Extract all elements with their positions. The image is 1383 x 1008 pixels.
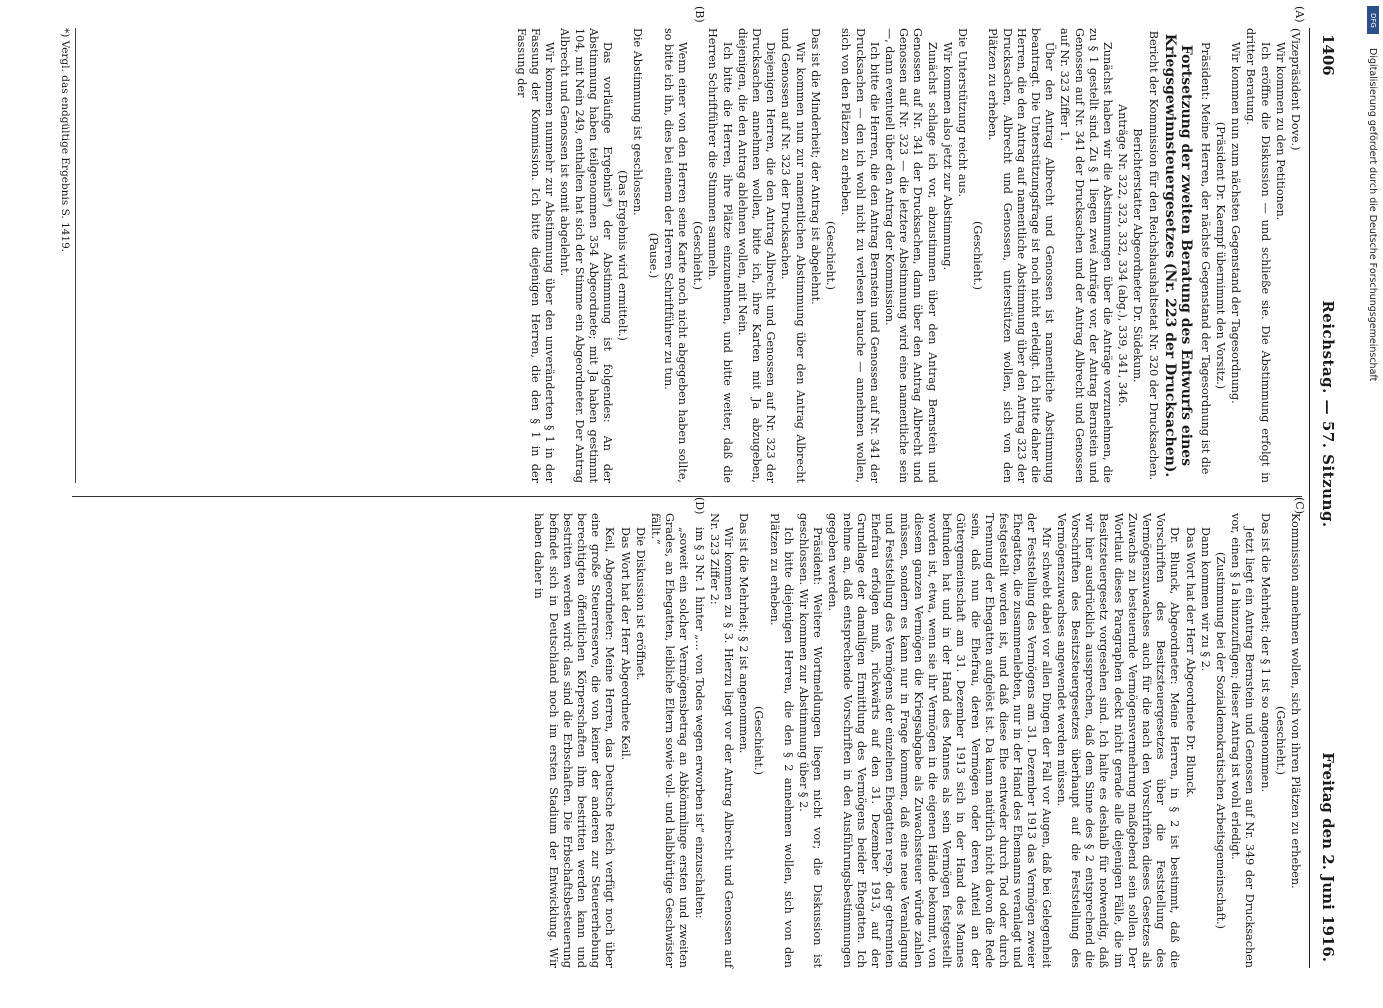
speech-paragraph: Präsident: Weitere Wortmeldungen liegen nicht vor; die Diskussion ist geschlossen. Wir kommen zur Abstimmung über § 2. [797,513,825,968]
paragraph: Zunächst haben wir die Abstimmungen über die Anträge vorzunehmen, die zu § 1 gestellt sind. Zu § 1 liegen zwei Anträge vor, der Antrag Bernstein und Genossen auf Nr. 341 der Drucksachen und der Antrag Albrecht und Genossen auf Nr. 323 Ziffer 1. [1058,28,1114,483]
right-column [530,513,1302,968]
speech-paragraph: Dr. Blunck, Abgeordneter: Meine Herren, in § 2 ist bestimmt, daß die Vorschriften des Besitzsteuergesetzes über die Feststellung des Vermögenszuwachses auch für die nach den Vorschriften dieses Gesetzes als Zuwachs zu besteuernde Vermögensvermehrung maßgebend sein sollen. Der Wortlaut dieses Paragraphen deckt nicht gerade alle diejenigen Fälle, die im Besitzsteuergesetz vorgesehen sind. Ich halte es deshalb für notwendig, daß wir hier ausdrücklich aussprechen, daß dem Sinne des § 2 entsprechend die Vorschriften des Besitzsteuergesetzes überhaupt auf die Feststellung des Vermögenszuwachses angewendet werden müssen. [1054,513,1182,968]
speaker-note: (Vizepräsident Dove.) [1289,28,1302,151]
session-date: Freitag den 2. Juni 1916. [1319,752,1337,962]
paragraph: Präsident: Meine Herren, der nächste Gegenstand der Tagesordnung ist die [1198,42,1212,475]
paragraph: Diejenigen Herren, die den Antrag Albrecht und Genossen auf Nr. 323 der Drucksachen annehmen wollen, bitte ich, ihre Karten mit Ja abzugeben, diejenigen, die den Antrag ablehnen wollen, mit Nein. [735,28,778,483]
paragraph: Das Wort hat der Herr Abgeordnete Dr. Blunck. [1183,527,1197,798]
margin-marker-c: (C) [1293,497,1306,514]
paragraph: Die Diskussion ist eröffnet. [633,527,647,681]
stage-direction: (Geschieht.) [824,221,838,290]
footnote: *) Vergl. das endgültige Ergebnis S. 1419. [59,28,76,483]
stage-direction: (Geschieht.) [752,706,766,775]
paragraph: Dann kommen wir zu § 2. [1198,527,1212,672]
quoted-amendment: „soweit ein solcher Vermögensbetrag an Abkömmlinge ersten und zweiten Grades, an Ehegatten, leibliche Eltern sowie voll- und halbbürtige Geschwister fällt.“ [649,513,691,968]
margin-marker-d: (D) [693,497,706,515]
stage-direction: (Pause.) [646,232,660,279]
rotated-page-content [16,6,1346,968]
paragraph: Wir kommen zu den Petitionen. [1273,42,1287,221]
paragraph: Wir kommen nun zur namentlichen Abstimmung über den Antrag Albrecht und Genossen auf Nr. 323 der Drucksachen. [779,28,807,483]
agenda-heading: Fortsetzung der zweiten Beratung des Entwurfs eines Kriegsgewinnsteuergesetzes (Nr. 223 der Drucksachen). [1161,33,1194,478]
paragraph: Bericht der Kommission für den Reichshaushaltsetat Nr. 320 der Drucksachen. [1146,30,1160,481]
stage-direction: (Zustimmung bei der Sozialdemokratischen Arbeitsgemeinschaft.) [1213,551,1227,930]
paragraph: Jetzt liegt ein Antrag Bernstein und Genossen auf Nr. 349 der Drucksachen vor, einen § 1a hinzuzufügen; dieser Antrag ist wohl erledigt. [1229,513,1257,968]
paragraph: Wenn einer von den Herren seine Karte noch nicht abgegeben haben sollte, so bitte ich ihn, dies bei einem der Herren Schriftführer zu tun. [661,28,690,483]
paragraph: Über den Antrag Albrecht und Genossen ist namentliche Abstimmung beantragt. Die Unterstützungsfrage ist noch nicht erledigt. Ich bitte daher die Herren, die den Antrag auf namentliche Abstimmung über den Antrag 323 der Drucksachen, Albrecht und Genossen, unterstützen wollen, sich von den Plätzen zu erheben. [986,28,1057,483]
paragraph: Kommission annehmen wollen, sich von ihren Plätzen zu erheben. [1289,513,1302,889]
paragraph: Die Unterstützung reicht aus. [955,28,969,198]
paragraph: Wir kommen zu § 3. Hierzu liegt vor der Antrag Albrecht und Genossen auf Nr. 323 Ziffer 2: [707,513,736,968]
paragraph: Ich bitte die Herren, die den Antrag Bernstein und Genossen auf Nr. 341 der Drucksachen — den ich wohl nicht zu verlesen brauche — annehmen wollen, sich von den Plätzen zu erheben. [839,28,881,483]
stage-direction: (Das Ergebnis wird ermittelt.) [616,170,630,341]
paragraph: Berichterstatter Abgeordneter Dr. Südekum. [1131,128,1145,383]
credit-text: Digitalisierung gefördert durch die Deutsche Forschungsgemeinschaft [1367,48,1378,382]
page-number: 1406 [1319,34,1337,76]
speech-paragraph: Mir schwebt dabei vor allen Dingen der Fall vor Augen, daß bei Gelegenheit der Feststellung des Vermögens am 31. Dezember 1913 das Vermögen zweier Ehegatten, die zusammenlebten, nur in der Hand des Ehemanns veranlagt und festgestellt worden ist, und daß diese Ehe entweder durch Tod oder durch Trennung der Ehegatten aufgelöst ist. Da kann natürlich nicht davon die Rede sein, daß nun die Ehefrau, deren Vermögen oder deren Anteil an der Gütergemeinschaft am 31. Dezember 1913 sich in der Hand des Mannes befunden hat und in der Hand des Mannes als sein Vermögen festgestellt worden ist, etwa, wenn sie ihr Vermögen in die eigenen Hände bekommt, von diesem ganzen Vermögen die Kriegsabgabe als Zuwachssteuer würde zahlen müssen, sondern es kann nur in Frage kommen, daß eine neue Veranlagung und Feststellung des Vermögens der einzelnen Ehegatten resp. der getrennten Ehefrau erfolgen muß, rückwärts auf den 31. Dezember 1913, auf der Grundlage der damaligen Ermittlung des Vermögens beider Ehegatten. Ich nehme an, daß entsprechende Vorschriften in den Ausführungsbestimmungen gegeben werden. [826,513,1053,968]
paragraph: Wir kommen also jetzt zur Abstimmung. [940,42,954,271]
stage-direction: (Geschieht.) [971,221,985,290]
paragraph: Wir kommen nun zum nächsten Gegenstand der Tagesordnung. [1229,42,1243,404]
margin-marker-a: (A) [1293,6,1306,23]
stage-direction: (Präsident Dr. Kaempf übernimmt den Vorsitz.) [1213,121,1227,390]
paragraph: Das ist die Mehrheit; der § 1 ist so angenommen. [1258,513,1272,793]
paragraph: Wir kommen nunmehr zur Abstimmung über den unveränderten § 1 in der Fassung der Kommission. Ich bitte diejenigen Herren, die den § 1 in der Fassung der [514,28,557,483]
paragraph: Das vorläufige Ergebnis*) der Abstimmung ist folgendes: An der Abstimmung haben teilgenommen 354 Abgeordnete; mit Ja haben gestimmt 104, mit Nein 249, enthalten hat sich der Stimme ein Abgeordneter. Der Antrag Albrecht und Genossen ist somit abgelehnt. [558,28,615,483]
paragraph: Das ist die Mehrheit; § 2 ist angenommen. [737,513,751,754]
speech-paragraph: Keil, Abgeordneter: Meine Herren, das Deutsche Reich verfügt noch über eine große Steuerreserve, die von keiner der anderen zur Steuererhebung berechtigten öffentlichen Körperschaften ihm bestritten werden kann und bestritten werden wird: das sind die Erbschaften. Die Erbschaftsbesteuerung befindet sich in Deutschland noch im ersten Stadium der Entwicklung. Wir haben daher in [532,513,617,968]
paragraph: Das ist die Minderheit; der Antrag ist abgelehnt. [808,28,822,305]
column-divider [72,496,1302,497]
paragraph: Anträge Nr. 322, 323, 332, 334 (abg.), 339, 341, 346. [1116,104,1130,407]
quoted-amendment: im § 3 Nr. 1 hinter „... von Todes wegen erworben ist“ einzuschalten: [692,527,706,919]
session-title: Reichstag. — 57. Sitzung. [1319,300,1337,528]
paragraph: Die Abstimmung ist geschlossen. [631,28,645,216]
paragraph: Ich bitte diejenigen Herren, die den § 2 annehmen wollen, sich von den Plätzen zu erheben. [767,513,795,968]
digitization-credit [1366,8,1380,988]
page-header [1309,28,1346,968]
paragraph: Zunächst schlage ich vor, abzustimmen über den Antrag Bernstein und Genossen auf Nr. 341 der Drucksachen, dann über den Antrag Albrecht und Genossen auf Nr. 323 — die letztere Abstimmung wird eine namentliche sein —, dann eventuell über den Antrag der Kommission. [882,28,939,483]
stage-direction: (Geschieht.) [691,221,705,290]
dfg-logo: DFG [1367,6,1379,34]
stage-direction: (Geschieht.) [1273,706,1287,775]
paragraph: Das Wort hat der Herr Abgeordnete Keil. [618,527,632,761]
paragraph: Ich bitte die Herren, ihre Plätze einzunehmen, und bitte weiter, daß die Herren Schriftführer die Stimmen sammeln. [706,28,734,483]
paragraph: Ich eröffne die Diskussion — und schließe sie. Die Abstimmung erfolgt in dritter Beratung. [1244,28,1272,483]
margin-marker-b: (B) [693,6,706,23]
left-column [513,28,1302,483]
